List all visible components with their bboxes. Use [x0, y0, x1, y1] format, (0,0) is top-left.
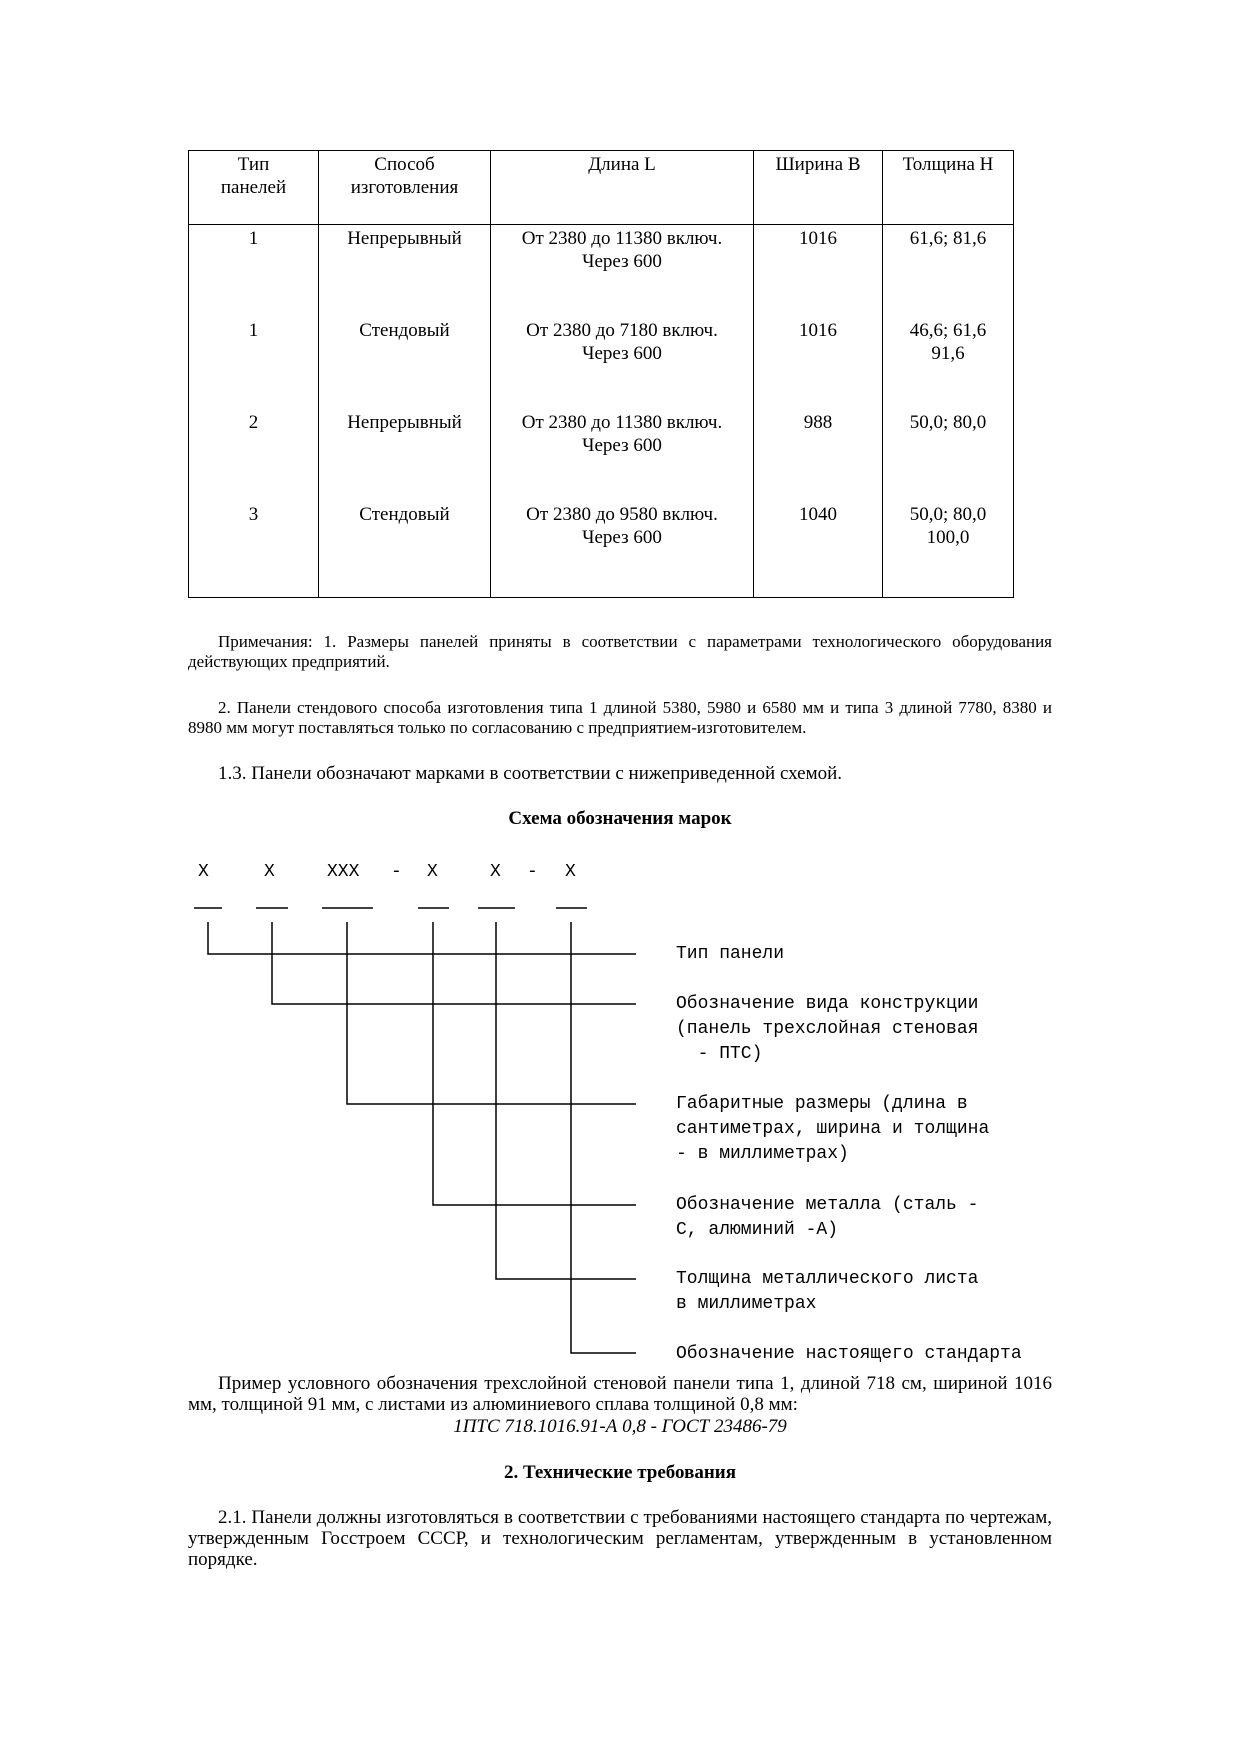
table-cell: 1016 [754, 225, 883, 318]
table-cell: От 2380 до 11380 включ. Через 600 [491, 225, 754, 318]
table-cell: 46,6; 61,6 91,6 [883, 317, 1014, 409]
table-cell: 50,0; 80,0 100,0 [883, 501, 1014, 598]
table-cell: Непрерывный [319, 225, 491, 318]
scheme-label-sheet-thickness: Толщина металлического листа в миллиметрах [676, 1269, 979, 1314]
table-cell: От 2380 до 9580 включ. Через 600 [491, 501, 754, 598]
scheme-label-panel-type: Тип панели [676, 944, 785, 964]
example-text: Пример условного обозначения трехслойной стеновой панели типа 1, длиной 718 см, шириной 1016 мм, толщиной 91 мм, с листами из алюминиевого сплава толщиной 0,8 мм: [188, 1373, 1052, 1415]
header-cell-method: Способ изготовления [319, 151, 491, 225]
scheme-label-dimensions: Габаритные размеры (длина в сантиметрах, ширина и толщина - в миллиметрах) [676, 1094, 990, 1164]
header-cell-length: Длина L [491, 151, 754, 225]
note-1: Примечания: 1. Размеры панелей приняты в соответствии с параметрами технологического оборудования действующих предприятий. [188, 632, 1052, 671]
clause-2-1: 2.1. Панели должны изготовляться в соответствии с требованиями настоящего стандарта по чертежам, утвержденным Госстроем СССР, и технологическим регламентам, утвержденным в установленном порядке. [188, 1507, 1052, 1570]
table-cell: 1 [189, 225, 319, 318]
scheme-label-metal: Обозначение металла (сталь - С, алюминий -А) [676, 1195, 979, 1240]
table-cell: 2 [189, 409, 319, 501]
example-designation: 1ПТС 718.1016.91-А 0,8 - ГОСТ 23486-79 [453, 1416, 787, 1437]
table-cell: 988 [754, 409, 883, 501]
scheme-mark-4: Х [427, 862, 438, 882]
scheme-dash-2: - [527, 862, 538, 882]
table-cell: От 2380 до 7180 включ. Через 600 [491, 317, 754, 409]
table-cell: 61,6; 81,6 [883, 225, 1014, 318]
header-cell-width: Ширина В [754, 151, 883, 225]
scheme-label-standard: Обозначение настоящего стандарта [676, 1344, 1022, 1364]
table-cell: 1016 [754, 317, 883, 409]
table-cell: 1 [189, 317, 319, 409]
clause-1-3: 1.3. Панели обозначают марками в соответствии с нижеприведенной схемой. [218, 763, 843, 784]
table-cell: 1040 [754, 501, 883, 598]
header-cell-thickness: Толщина Н [883, 151, 1014, 225]
table-cell: Непрерывный [319, 409, 491, 501]
table-cell: 50,0; 80,0 [883, 409, 1014, 501]
scheme-title: Схема обозначения марок [508, 808, 732, 829]
scheme-dash-1: - [391, 862, 402, 882]
section-2-title: 2. Технические требования [503, 1462, 737, 1483]
scheme-mark-5: Х [490, 862, 501, 882]
scheme-label-construction: Обозначение вида конструкции (панель трехслойная стеновая - ПТС) [676, 994, 979, 1064]
scheme-mark-3: ХХХ [327, 862, 360, 882]
note-2: 2. Панели стендового способа изготовления типа 1 длиной 5380, 5980 и 6580 мм и типа 3 длиной 7780, 8380 и 8980 мм могут поставляться только по согласованию с предприятием-изготовителем. [188, 698, 1052, 737]
scheme-mark-2: Х [264, 862, 275, 882]
header-cell-type: Тип панелей [189, 151, 319, 225]
scheme-mark-1: Х [198, 862, 209, 882]
table-cell: Стендовый [319, 501, 491, 598]
table-cell: Стендовый [319, 317, 491, 409]
scheme-mark-6: Х [565, 862, 576, 882]
table-cell: 3 [189, 501, 319, 598]
table-cell: От 2380 до 11380 включ. Через 600 [491, 409, 754, 501]
